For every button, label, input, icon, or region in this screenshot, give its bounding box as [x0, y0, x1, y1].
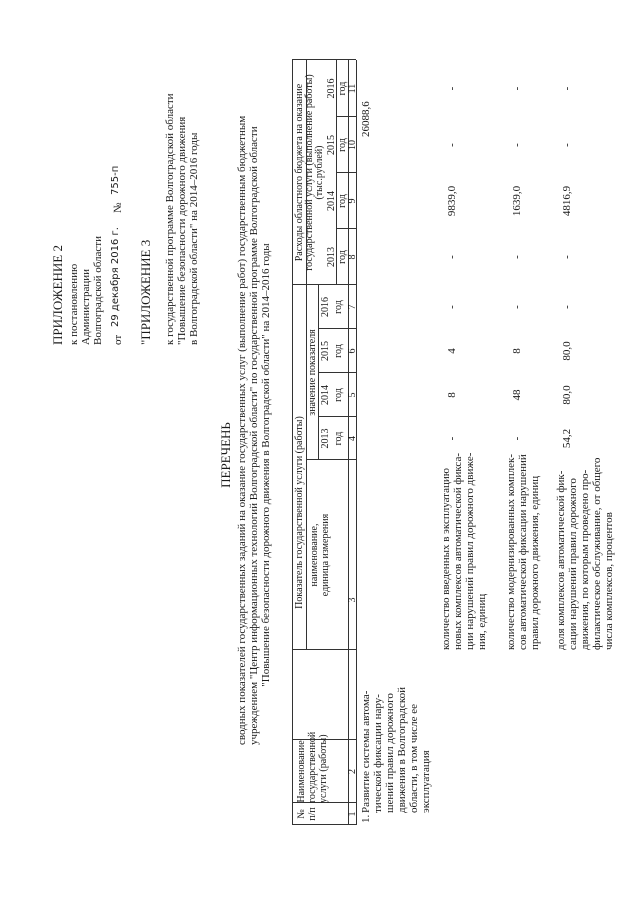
value-cell: 4 — [446, 348, 458, 354]
expense-cell: - — [511, 143, 523, 147]
appendix-line: Волгоградской области — [92, 236, 104, 345]
header-year: 2016 — [326, 78, 337, 99]
heading-line: "Повышение безопасности дорожного движения в Волгоградской области" на 2014–2016 годы — [260, 243, 272, 687]
appendix-number: 755-п — [110, 165, 121, 195]
column-number: 11 — [347, 83, 358, 94]
service-name: Развитие системы автома- — [360, 690, 372, 813]
column-number: 10 — [347, 140, 358, 150]
service-name: эксплуатация — [420, 750, 432, 813]
header-name: государственной — [307, 731, 318, 803]
header-indicator-name: единица измерения — [320, 513, 331, 597]
column-number: 3 — [347, 597, 358, 603]
expense-cell: 1639,0 — [511, 185, 523, 217]
service-name: тической фиксации нару- — [372, 694, 384, 813]
header-value: значение показателя — [307, 329, 318, 416]
header-year: 2015 — [326, 135, 337, 155]
header-year: 2013 — [320, 428, 331, 449]
header-name: Наименование — [296, 740, 307, 803]
header-indicator-name: наименование, — [309, 523, 320, 587]
column-number: 1 — [347, 811, 358, 817]
header-num: № — [296, 809, 307, 819]
column-number: 7 — [347, 304, 358, 310]
header-year-suffix: год — [333, 344, 344, 358]
appendix-line: к постановлению — [68, 263, 80, 345]
header-year-suffix: год — [333, 388, 344, 402]
heading-line: сводных показателей государственных заданий на оказание государственных услуг (выполнение работ) государственным бюджетным — [236, 115, 248, 745]
header-name: услуги (работы) — [318, 734, 329, 803]
appendix-title: ПРИЛОЖЕНИЕ 2 — [50, 245, 65, 345]
total-expense: 26088,6 — [360, 101, 372, 137]
indicator-name: ния, единиц — [476, 593, 488, 650]
indicator-name: движения, по которым проведено про- — [579, 469, 591, 650]
indicator-name: сов автоматической фиксации нарушений — [517, 454, 529, 650]
table-rule — [292, 60, 293, 825]
expense-cell: 4816,9 — [561, 185, 573, 217]
value-cell: - — [511, 305, 523, 309]
header-year-suffix: год — [337, 250, 348, 264]
indicator-name: количество модернизированных комплек- — [505, 453, 517, 650]
value-cell: - — [446, 436, 458, 441]
header-num: п/п — [307, 807, 318, 821]
expense-cell: - — [561, 255, 573, 259]
table-rule — [318, 285, 319, 460]
indicator-name: доля комплексов автоматической фик- — [555, 470, 567, 650]
header-year-suffix: год — [337, 138, 348, 152]
value-cell: 80,0 — [561, 385, 573, 405]
appendix-date: 29 декабря 2016 г. — [110, 227, 121, 327]
value-cell: - — [511, 436, 523, 441]
value-cell: 48 — [511, 389, 523, 401]
column-number: 8 — [347, 254, 358, 260]
value-cell: - — [561, 305, 573, 309]
indicator-name: правил дорожного движения, единиц — [529, 475, 541, 650]
heading-line: учреждением "Центр информационных технологий Волгоградской области" по государственной программе Волгоградской области — [248, 126, 260, 745]
column-number: 5 — [347, 392, 358, 398]
expense-cell: - — [561, 143, 573, 147]
annex3-line: "Повышение безопасности дорожного движения — [176, 116, 188, 345]
annex3-line: к государственной программе Волгоградской области — [164, 93, 176, 345]
expense-cell: - — [446, 86, 458, 91]
service-name: области, в том числе ее — [408, 703, 420, 813]
indicator-name: числа комплексов, процентов — [603, 512, 615, 650]
indicator-name: ции нарушений правил дорожного движе- — [464, 452, 476, 650]
appendix-line: Администрации — [80, 268, 92, 345]
header-year: 2016 — [320, 297, 331, 317]
expense-cell: - — [446, 255, 458, 259]
value-cell: 8 — [511, 348, 523, 354]
appendix-date-prefix: от — [112, 334, 124, 345]
service-number: 1. — [360, 814, 372, 823]
expense-cell: - — [511, 86, 523, 91]
document-heading: ПЕРЕЧЕНЬ — [218, 422, 233, 488]
indicator-name: количество введенных в эксплуатацию — [440, 468, 452, 650]
header-year-suffix: год — [333, 431, 344, 446]
column-number: 2 — [347, 769, 358, 774]
header-budget: (тыс.рублей) — [314, 145, 325, 200]
annex3-title: "ПРИЛОЖЕНИЕ 3 — [138, 239, 153, 345]
header-year: 2014 — [320, 385, 331, 405]
column-number: 9 — [347, 198, 358, 204]
header-year: 2015 — [320, 341, 331, 361]
service-name: движения в Волгоградской — [396, 686, 408, 813]
expense-cell: - — [446, 143, 458, 147]
value-cell: 80,0 — [561, 341, 573, 361]
header-budget: Расходы областного бюджета на оказание — [294, 83, 305, 262]
header-indicator: Показатель государственной услуги (работы) — [294, 416, 305, 609]
expense-cell: - — [511, 255, 523, 259]
annex3-line: в Волгоградской области" на 2014–2016 годы — [188, 132, 200, 345]
column-number: 6 — [347, 348, 358, 354]
header-year: 2014 — [326, 191, 337, 211]
header-year-suffix: год — [337, 81, 348, 96]
expense-cell: - — [561, 86, 573, 91]
value-cell: 8 — [446, 392, 458, 398]
header-year: 2013 — [326, 247, 337, 267]
header-year-suffix: год — [337, 194, 348, 208]
header-year-suffix: год — [333, 300, 344, 314]
value-cell: 54,2 — [561, 428, 573, 449]
indicator-name: сации нарушений правил дорожного — [567, 478, 579, 650]
value-cell: - — [446, 305, 458, 309]
appendix-num-prefix: № — [112, 202, 124, 213]
expense-cell: 9839,0 — [446, 185, 458, 217]
service-name: шений правил дорожного — [384, 693, 396, 813]
column-number: 4 — [347, 436, 358, 441]
indicator-name: филактическое обслуживание, от общего — [591, 457, 603, 650]
header-budget: государственной услуги (выполнение работы) — [304, 74, 315, 271]
indicator-name: новых комплексов автоматической фикса- — [452, 453, 464, 650]
